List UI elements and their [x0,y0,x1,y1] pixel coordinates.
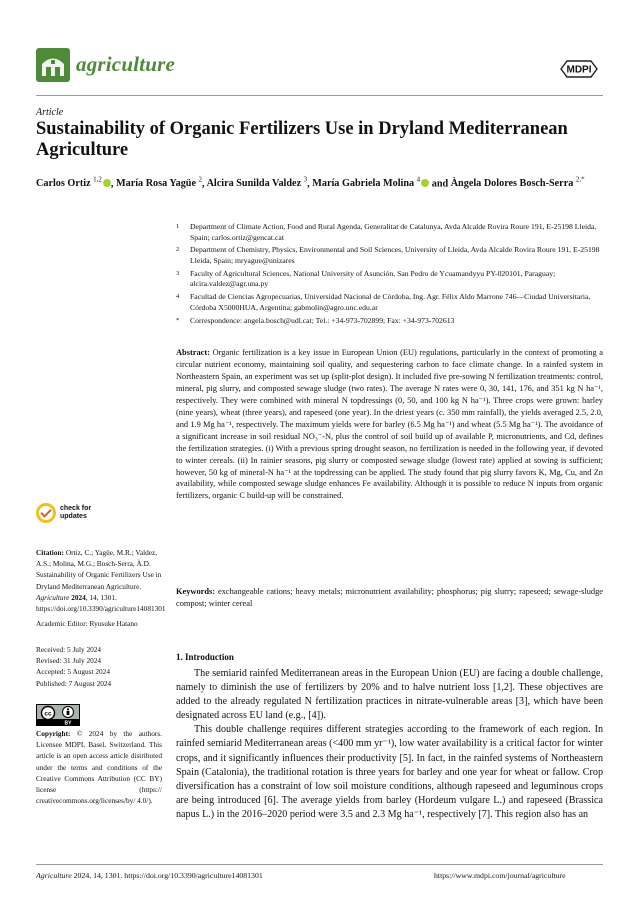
affiliation-item [176,292,601,313]
header-rule [36,95,603,96]
paragraph: The semiarid rainfed Mediterranean areas in the European Union (EU) are facing a double challenge, namely to diminish the use of fertilizers by 20% and to halve nutrient loss [1,2]. These objectives are added to the already regulated N fertilization practices in nitrate-vulnerable areas [3], which have been designated across EU land (e.g., [4]). [176,668,603,722]
date-published: Published: 7 August 2024 [36,678,112,688]
affiliation-text: Faculty of Agricultural Sciences, National University of Asunción, San Pedro de Ycuamandyyu PY-020101, Paraguay; alcira.valdez@agr.una.py [190,268,556,289]
citation [36,547,166,614]
cc-by-license-icon[interactable] [36,704,80,726]
copyright-label: Copyright: [36,729,71,738]
affiliation-text: Facultad de Ciencias Agropecuarias, Universidad Nacional de Córdoba, Ing. Agr. Félix Aldo Marrone 746—Ciudad Universitaria, Córdoba X5000HUA, Argentina; gabmolin@agro.unc.edu.ar [190,292,591,312]
affiliation-text: Correspondence: angela.bosch@udl.cat; Tel.: +34-973-702899; Fax: +34-973-702613 [190,315,455,325]
citation-doi[interactable]: , 14, 1301. https://doi.org/10.3390/agriculture14081301 [36,592,166,614]
keywords-label: Keywords: [176,587,216,596]
citation-label: Citation: [36,548,64,557]
article-title: Sustainability of Organic Fertilizers Use in Dryland Mediterranean Agriculture [36,119,568,160]
check-updates-button[interactable] [36,500,146,526]
introduction-text [176,667,603,822]
academic-editor: Academic Editor: Ryusuke Hatano [36,619,138,628]
affiliation-text: Department of Chemistry, Physics, Environmental and Soil Sciences, University of Lleida, Avda Alcalde Rovira Roure 191, E-25198 Lleida, Spain; mryague@unizares [190,245,600,265]
affiliation-item [176,222,601,243]
abstract-label: Abstract: [176,348,210,357]
author-list: Carlos Ortiz $^{1,2}$ , María Rosa Yagüe $^2$, Alcira Sunilda Valdez $^3$, María Gabriela Molina $^4$ and Àngela Dolores Bosch-Serra $^{2,*}$ [36,176,585,190]
date-accepted: Accepted: 5 August 2024 [36,667,110,677]
abstract-text: Organic fertilization is a key issue in European Union (EU) regulations, particularly in the context of promoting a circular nutrient economy, maintaining soil quality, and sequestering carbon to face climate change. In a rainfed system in Northeastern Spain, an experiment was set up (split-plot design). It included five pre-sowing N fertilization treatments: control, mineral, pig slurry, and composted sewage sludge (two rates). The average N rates were 0, 30, 141, 176, and 351 kg N ha⁻¹, respectively. They were combined with mineral N topdressings (0, 50, and 100 kg N ha⁻¹). Three crops were grown: barley (nine years), wheat (three years), and rapeseed (one year). In the driest years (c. 350 mm rainfall), the yields averaged 2.5, 2.0, and 1.9 Mg ha⁻¹, respectively. The maximum yields were for barley (6.5 Mg ha⁻¹) and wheat (5.5 Mg ha⁻¹). The avoidance of a significant increase in soil residual NO₃⁻-N, plus the control of soil build up of available P, micronutrients, and Cd, defines the fertilization strategies. (i) With a previous spring drought season, no fertilization is needed in the following year, if devoted to winter cereals. (ii) In rainier seasons, pig slurry or composted sewage sludge (lowest rate) applied at sowing is sufficient; however, 50 kg of mineral-N ha⁻¹ at the topdressing can be applied. The study found that pig slurry favors K, Mg, Cu, and Zn availability, while composted sewage sludge enhances Fe availability. Although it is possible to reduce N inputs from organic fertilizers, organic C build-up will be constrained. [176,348,603,501]
mdpi-logo [557,58,601,80]
author-name: Carlos Ortiz $^{1,2}$ [36,178,111,189]
check-updates-line1: check for [60,505,92,512]
citation-journal: Agriculture [36,592,70,602]
copyright-text: © 2024 by the authors. Licensee MDPI, Basel, Switzerland. This article is an open access article distributed under the terms and conditions of the Creative Commons Attribution (CC BY) license (https:// creativecommons.org/licenses/by/ 4.0/). [36,729,162,806]
orcid-icon[interactable] [103,179,111,187]
affiliations [176,222,601,328]
by-mark: BY [64,720,72,726]
affiliation-number: 1 [176,223,180,230]
author-name: María Rosa Yagüe $^2$ [116,176,203,190]
author-affiliation-mark: 2 [198,176,203,184]
citation-year: 2024 [71,592,86,602]
author-affiliation-mark: 1,2 [93,176,102,184]
copyright-notice [36,728,162,806]
author-affiliation-mark: 4 [416,176,421,184]
author-affiliation-mark: 2,* [575,176,585,184]
barn-icon [36,48,70,82]
date-received: Received: 5 July 2024 [36,645,102,654]
author-name: Àngela Dolores Bosch-Serra $^{2,*}$ [450,176,585,190]
affiliation-number: 2 [176,246,180,254]
affiliation-number: 3 [176,269,180,277]
footer-rule [36,864,603,865]
check-updates-line2: updates [60,513,87,520]
publication-dates [36,644,162,689]
section-heading: 1. Introduction [176,652,234,662]
keywords [176,586,603,610]
affiliation-item [176,316,601,327]
footer-doi[interactable]: 2024, 14, 1301. https://doi.org/10.3390/agriculture14081301 [71,871,263,880]
affiliation-item [176,269,601,290]
author-name: Alcira Sunilda Valdez $^3$ [206,176,308,190]
footer-journal-url[interactable]: https://www.mdpi.com/journal/agriculture [434,871,566,880]
footer-journal: Agriculture [36,871,72,880]
affiliation-number: * [176,316,180,324]
author-name: María Gabriela Molina $^4$ [312,178,429,189]
publisher-name: MDPI [566,64,592,76]
journal-logo [36,48,70,82]
date-revised: Revised: 31 July 2024 [36,656,102,666]
affiliation-text: Department of Climate Action, Food and Rural Agenda, Generalitat de Catalunya, Avda Alcalde Rovira Roure 191, E-25198 Lleida, Spain; carlos.ortiz@gencat.cat [190,222,597,242]
author-affiliation-mark: 3 [303,176,308,184]
paragraph: This double challenge requires different strategies according to the framework of each region. In rainfed semiarid Mediterranean areas (<400 mm yr⁻¹), low water availability is a critical factor for winter crops, and it significantly influences their productivity [5]. In fact, in the rainfed systems of Northeastern Spain (Catalonia), the traditional rotation is three years for barley and one year for wheat or fallow. Crop diversification has a constraint of low soil moisture conditions, although rapeseed and leguminous crops are being introduced [6]. The average yields from barley (Hordeum vulgare L.) and rapeseed (Brassica napus L.) in the 2016–2020 period were 3.5 and 2.3 Mg ha⁻¹, respectively [7]. This region also has an [176,724,603,820]
citation-text: Ortiz, C.; Yagüe, M.R.; Valdez, A.S.; Molina, M.G.; Bosch-Serra, À.D. Sustainability of Organic Fertilizers Use in Dryland Mediterranean Agriculture. [36,548,162,591]
keywords-text: exchangeable cations; heavy metals; micronutrient availability; phosphorus; pig slurry; rapeseed; sewage-sludge compost; winter cereal [176,587,603,608]
abstract [176,347,603,502]
affiliation-item [176,245,601,266]
affiliation-number: 4 [176,293,180,301]
footer-citation [36,871,263,880]
journal-name: agriculture [76,52,176,76]
check-updates-icon [36,503,56,523]
orcid-icon[interactable] [421,179,429,187]
cc-mark: cc [44,710,52,718]
article-type: Article [36,107,64,118]
